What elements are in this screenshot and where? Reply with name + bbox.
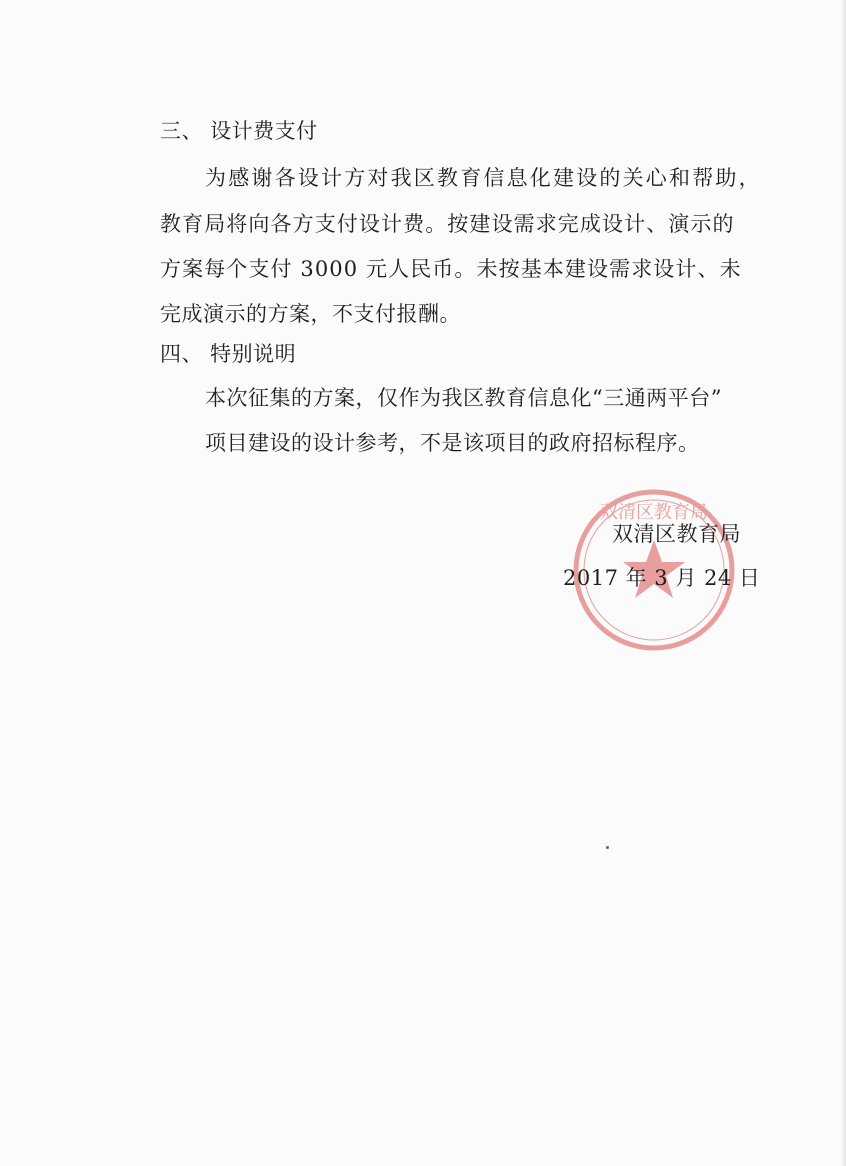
scan-edge <box>842 0 846 1166</box>
scan-speck <box>606 846 609 849</box>
section-heading-4: 四、 特别说明 <box>160 342 297 366</box>
paragraph-line: 本次征集的方案，仅作为我区教育信息化“三通两平台” <box>205 386 722 410</box>
paragraph-line: 方案每个支付 3000 元人民币。未按基本建设需求设计、未 <box>160 257 742 281</box>
paragraph-line: 教育局将向各方支付设计费。按建设需求完成设计、演示的 <box>160 212 735 236</box>
paragraph-line: 完成演示的方案，不支付报酬。 <box>160 302 461 326</box>
paragraph-line: 为感谢各设计方对我区教育信息化建设的关心和帮助， <box>205 166 762 190</box>
paragraph-line: 项目建设的设计参考，不是该项目的政府招标程序。 <box>205 431 700 455</box>
section-heading-3: 三、 设计费支付 <box>160 119 318 143</box>
issue-date: 2017 年 3 月 24 日 <box>563 566 761 590</box>
issuer-name: 双清区教育局 <box>612 522 741 546</box>
svg-text:双清区教育局: 双清区教育局 <box>600 502 708 523</box>
